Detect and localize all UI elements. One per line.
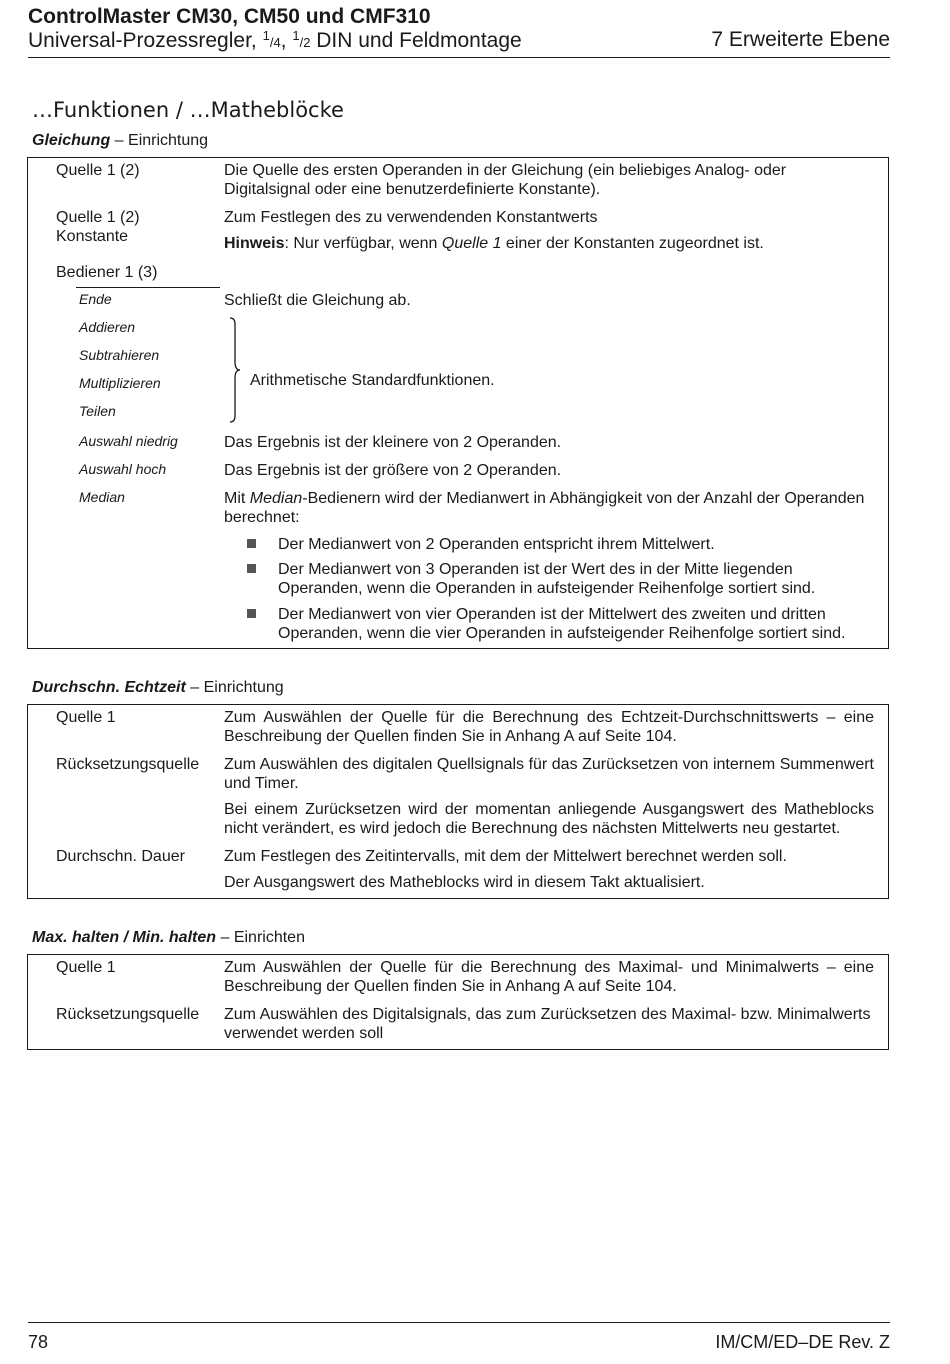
term-quelle-konstante-line1: Quelle 1 (2)	[56, 209, 140, 226]
hint-pre: : Nur verfügbar, wenn	[284, 235, 442, 252]
desc-quelle-1-2: Die Quelle des ersten Operanden in der Gleichung (ein beliebiges Analog- oder Digitalsignal oder eine benutzerdefinierte Konstante).	[224, 162, 787, 198]
desc-auswahl-niedrig: Das Ergebnis ist der kleinere von 2 Operanden.	[224, 434, 562, 451]
term-quelle-konstante-line2: Konstante	[56, 228, 129, 245]
durchschn-title-bold: Durchschn. Echtzeit	[32, 679, 186, 696]
bullet-icon	[247, 539, 256, 548]
median-pre: Mit	[224, 490, 250, 507]
operator-median: Median	[79, 489, 125, 505]
median-italic: Median	[249, 490, 303, 507]
operator-ende: Ende	[79, 291, 112, 307]
header-divider	[28, 57, 890, 58]
gleichung-title-rest: – Einrichtung	[110, 132, 209, 149]
hint-note	[224, 234, 874, 253]
document-subtitle	[28, 28, 522, 53]
median-bullet-3: Der Medianwert von vier Operanden ist der Mittelwert des zweiten und dritten Operanden, wenn die vier Operanden in aufsteigender Reihenfolge sortiert sind.	[278, 606, 846, 642]
chapter-label: 7 Erweiterte Ebene	[711, 28, 890, 51]
section-heading: …Funktionen / …Matheblöcke	[32, 98, 344, 122]
term-bediener: Bediener 1 (3)	[56, 264, 158, 281]
maxmin-title-rest: – Einrichten	[216, 929, 305, 946]
desc-ruecksetzung-note: Bei einem Zurücksetzen wird der momentan anliegende Ausgangswert des Matheblocks nicht verändert, es wird jedoch die Berechnung des nächsten Mittelwerts neu gestartet.	[224, 801, 874, 837]
desc-median	[224, 489, 874, 527]
operator-underline	[76, 287, 220, 288]
durchschn-title-rest: – Einrichtung	[185, 679, 284, 696]
desc-ende: Schließt die Gleichung ab.	[224, 292, 411, 309]
subtitle-prefix: Universal-Prozessregler,	[28, 29, 263, 52]
median-bullet-2: Der Medianwert von 3 Operanden ist der Wert des in der Mitte liegenden Operanden, wenn die Operanden in aufsteigender Reihenfolge sortiert sind.	[278, 561, 816, 597]
desc-ruecksetzungsquelle: Zum Auswählen des Digitalsignals, das zum Zurücksetzen des Maximal- bzw. Minimalwerts verwendet werden soll	[224, 1006, 871, 1042]
term-quelle-1: Quelle 1	[56, 709, 116, 726]
gleichung-title	[32, 132, 208, 150]
maxmin-title	[32, 929, 305, 947]
median-post: -Bedienern wird der Medianwert in Abhängigkeit von der Anzahl der Operanden berechnet:	[224, 490, 865, 526]
term-quelle-1: Quelle 1	[56, 959, 116, 976]
operator-teilen: Teilen	[79, 403, 116, 419]
fraction-1-numerator: 1	[262, 28, 270, 43]
operator-auswahl-hoch: Auswahl hoch	[79, 461, 167, 477]
footer-divider	[28, 1322, 890, 1323]
term-ruecksetzungsquelle: Rücksetzungsquelle	[56, 756, 200, 773]
fraction-2-numerator: 1	[292, 28, 300, 43]
term-quelle-1-2: Quelle 1 (2)	[56, 162, 140, 179]
subtitle-suffix: DIN und Feldmontage	[310, 29, 522, 52]
desc-auswahl-hoch: Das Ergebnis ist der größere von 2 Operanden.	[224, 462, 562, 479]
hint-post: einer der Konstanten zugeordnet ist.	[501, 235, 764, 252]
document-title: ControlMaster CM30, CM50 und CMF310	[28, 5, 431, 28]
term-ruecksetzungsquelle: Rücksetzungsquelle	[56, 1006, 200, 1023]
desc-arithmetic: Arithmetische Standardfunktionen.	[250, 372, 495, 389]
document-id: IM/CM/ED–DE Rev. Z	[715, 1332, 890, 1352]
desc-takt: Der Ausgangswert des Matheblocks wird in diesem Takt aktualisiert.	[224, 874, 705, 891]
desc-quelle-1: Zum Auswählen der Quelle für die Berechnung des Echtzeit-Durchschnittswerts – eine Beschreibung der Quellen finden Sie in Anhang A auf Seite 104.	[224, 709, 874, 745]
operator-auswahl-niedrig: Auswahl niedrig	[79, 433, 178, 449]
fraction-2-denominator: /2	[299, 35, 311, 50]
hint-italic: Quelle 1	[441, 235, 502, 252]
term-durchschn-dauer: Durchschn. Dauer	[56, 848, 185, 865]
hint-label: Hinweis	[224, 235, 285, 252]
desc-quelle-1: Zum Auswählen der Quelle für die Berechnung des Maximal- und Minimalwerts – eine Beschreibung der Quellen finden Sie in Anhang A auf Seite 104.	[224, 959, 874, 995]
durchschn-table	[27, 704, 889, 899]
operator-addieren: Addieren	[79, 319, 136, 335]
fraction-1-denominator: /4	[269, 35, 281, 50]
median-bullet-1: Der Medianwert von 2 Operanden entspricht ihrem Mittelwert.	[278, 536, 715, 553]
desc-durchschn-dauer: Zum Festlegen des Zeitintervalls, mit dem der Mittelwert berechnet werden soll.	[224, 848, 787, 865]
desc-ruecksetzungsquelle: Zum Auswählen des digitalen Quellsignals für das Zurücksetzen von internem Summenwert und Timer.	[224, 756, 874, 792]
operator-multiplizieren: Multiplizieren	[79, 375, 161, 391]
fraction-separator: ,	[280, 29, 293, 52]
gleichung-title-bold: Gleichung	[32, 132, 111, 149]
page-number: 78	[28, 1332, 49, 1352]
brace-icon	[228, 316, 244, 424]
bullet-icon	[247, 564, 256, 573]
durchschn-title	[32, 679, 284, 697]
operator-subtrahieren: Subtrahieren	[79, 347, 160, 363]
bullet-icon	[247, 609, 256, 618]
gleichung-table	[27, 157, 889, 649]
maxmin-table	[27, 954, 889, 1050]
desc-konstante: Zum Festlegen des zu verwendenden Konstantwerts	[224, 209, 598, 226]
maxmin-title-bold: Max. halten / Min. halten	[32, 929, 217, 946]
